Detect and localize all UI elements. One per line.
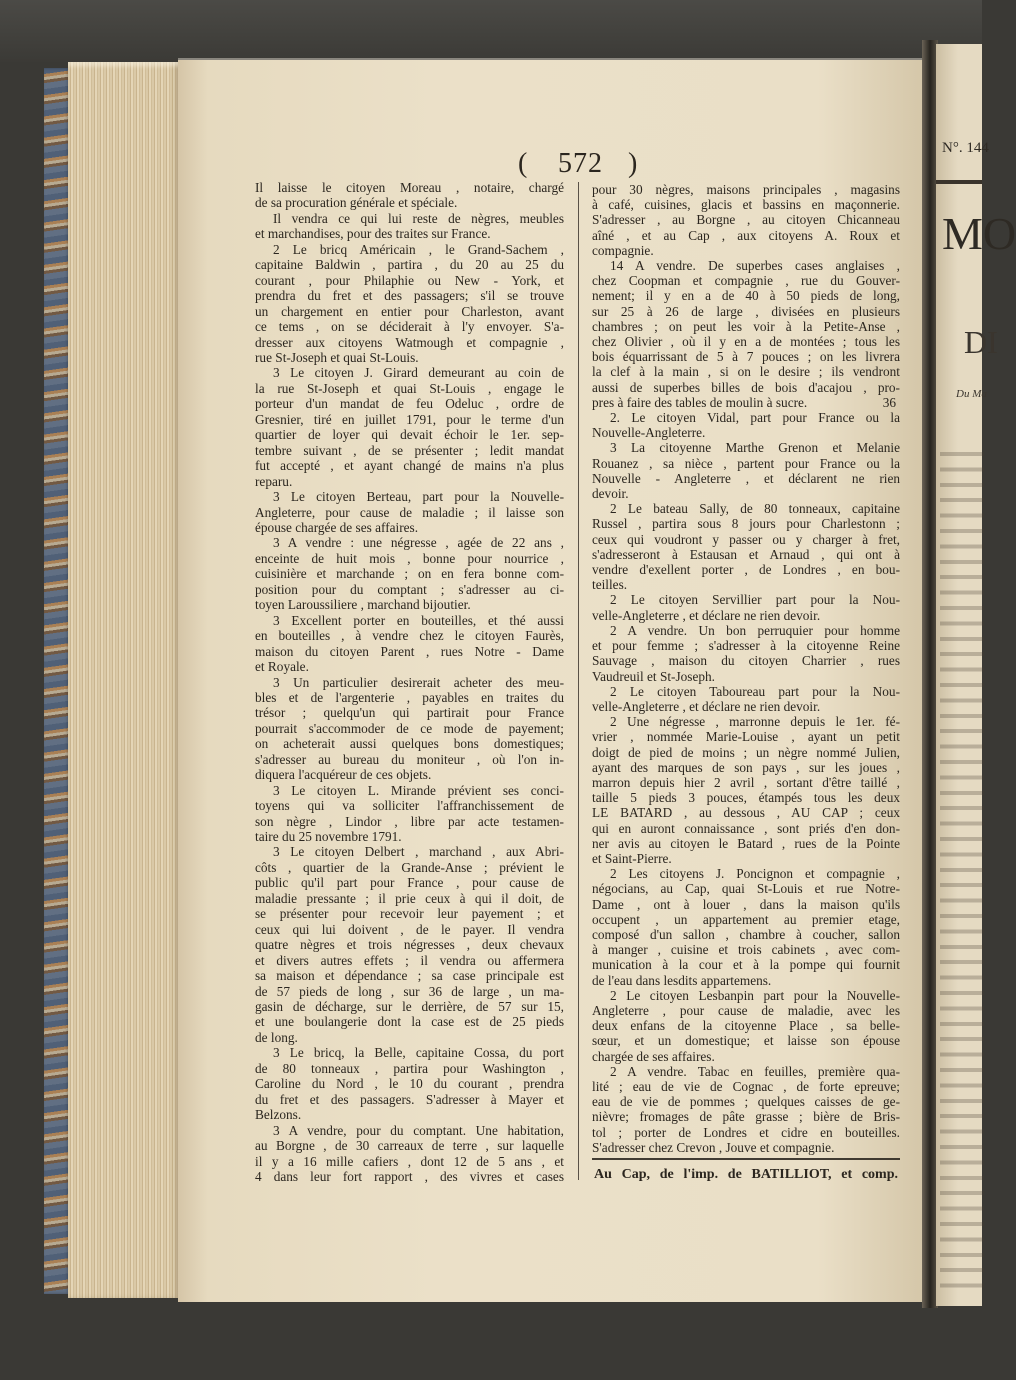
text-line: fut accepté , et ayant changé de mains n'a plus (255, 458, 564, 474)
text-line: aîné , et au Cap , aux citoyens A. Roux et (592, 227, 900, 243)
text-line: Angleterre , pour cause de maladie, avec les (592, 1002, 900, 1018)
text-line: et divers autres effets ; il vendra ou affermera (255, 952, 564, 968)
text-line: et Saint-Pierre. (592, 850, 672, 866)
text-line: ayant des marques de son pays , sur les joues , (592, 759, 900, 775)
text-line: un chargement en entier pour Charleston, avant (255, 303, 564, 319)
text-line: sœur, et un domestique; et laisse son épouse (592, 1033, 900, 1049)
paragraph (255, 489, 564, 535)
paragraph (592, 440, 900, 501)
text-line: 3 Le citoyen J. Girard demeurant au coin de (273, 365, 564, 381)
text-line: 2 Le citoyen Taboureau part pour la Nou- (610, 683, 900, 699)
text-line: pour 30 nègres, maisons principales , magasins (592, 182, 900, 197)
text-line: taire du 25 novembre 1791. (255, 829, 402, 845)
text-line: taille 5 pieds 3 pouces, étampés tous les deux (592, 790, 900, 806)
text-line: s'adresseront à Estausan et Arnaud , qui ont à (592, 546, 900, 562)
next-page-subtitle-fragment: DI (964, 324, 998, 360)
text-line: 3 Le bricq, la Belle, capitaine Cossa, du port (273, 1045, 564, 1061)
text-line: de l'eau dans lesdits appartemens. (592, 972, 772, 988)
text-line: et Royale. (255, 659, 309, 675)
text-line: Nouvelle - Angleterre , et déclarent ne rien (592, 470, 900, 486)
column-divider (578, 182, 579, 1180)
text-line: deux enfans de la citoyenne Place , sa belle- (592, 1018, 900, 1034)
text-line: gasin de décharge, sur le derrière, de 57 sur 15, (255, 999, 564, 1015)
text-line: 2 Le citoyen Lesbanpin part pour la Nouvelle- (610, 987, 900, 1003)
text-line: 4 dans leur fort rapport , des vivres et cases (255, 1169, 564, 1184)
text-line: marron depuis hier 2 avril , sortant d'être taillé , (592, 774, 900, 790)
text-line: porteur d'un mandat de feu Odeluc , ordre de (255, 396, 564, 412)
text-line: 3 A vendre, pour du comptant. Une habitation, (273, 1122, 564, 1138)
text-line: reparu. (255, 473, 293, 489)
text-line: toyens qui va solliciter l'affranchissement de (255, 798, 564, 814)
text-line: velle-Angleterre , et déclare ne rien devoir. (592, 698, 821, 714)
text-line: 3 Le citoyen Delbert , marchand , aux Abri- (273, 844, 564, 860)
text-line: 2 A vendre. Tabac en feuilles, première qua- (610, 1063, 900, 1079)
text-line: la rue St-Joseph et quai St-Louis , engage le (255, 380, 564, 396)
text-line: 2 Une négresse , marronne depuis le 1er. fé- (610, 714, 900, 730)
text-line: 2 Le citoyen Servillier part pour la Nou- (610, 592, 900, 608)
text-line: maladie pressante ; il prie ceux à qui il doit, de (255, 890, 564, 906)
paragraph (255, 180, 564, 211)
text-line: 3 La citoyenne Marthe Grenon et Melanie (610, 440, 900, 456)
text-line: toyen Laroussiliere , marchand bijoutier. (255, 597, 471, 613)
text-line: Dame , ont à louer , dans la maison qu'ils (592, 896, 900, 912)
text-line: son nègre , Lindor , libre par acte testamen- (255, 813, 564, 829)
text-line: nement; il y en a de 40 à 50 pieds de long, (592, 288, 900, 304)
text-line: 2. Le citoyen Vidal, part pour France ou la (610, 410, 900, 426)
text-line: diquera l'acquéreur de ces objets. (255, 767, 432, 783)
text-line: courant , pour Philaphie ou New - York, et (255, 272, 564, 288)
next-page-masthead-rule (936, 180, 982, 184)
text-line: quatre nègres et trois négresses , deux chevaux (255, 937, 564, 953)
paragraph (255, 535, 564, 612)
text-line: Belzons. (255, 1107, 302, 1123)
text-line: Rouanez , sa nièce , partent pour France ou la (592, 455, 900, 471)
text-line: au Borgne , de 30 carreaux de terre , sur laquelle (255, 1138, 564, 1154)
paragraph (255, 783, 564, 845)
paragraph (592, 410, 900, 440)
text-line: 3 Un particulier desirerait acheter des meu- (273, 674, 564, 690)
text-line: chez Olivier , où il y en a de montées ; tous les (592, 334, 900, 350)
text-line: pourrait s'accommoder de ce mode de payement; (255, 720, 564, 736)
scan-backdrop (0, 0, 982, 62)
text-line: du fret et des passagers. S'adresser à Mayer et (255, 1091, 564, 1107)
text-line: public qu'il part pour France , pour cause de (255, 875, 564, 891)
text-line: devoir. (592, 486, 629, 502)
paragraph (592, 1064, 900, 1155)
text-line: munication à la cour et à la pompe qui fournit (592, 957, 900, 973)
text-line: Nouvelle-Angleterre. (592, 425, 706, 441)
text-line: S'adresser chez Crevon , Jouve et compagnie. (592, 1139, 835, 1155)
text-line: Vaudreuil et St-Joseph. (592, 668, 715, 684)
text-line: de sa procuration générale et spéciale. (255, 195, 458, 211)
next-page-fragment (936, 44, 1016, 1306)
text-line: se présenter pour recevoir leur payement ; et (255, 906, 564, 922)
paragraph (592, 684, 900, 714)
paragraph-note-number: 36 (882, 394, 896, 410)
text-line: 2 Le bateau Sally, de 80 tonneaux, capitaine (610, 501, 900, 517)
text-line: Il vendra ce qui lui reste de nègres, meubles (273, 210, 564, 226)
text-line: côts , quartier de la Grande-Anse ; prévient le (255, 859, 564, 875)
text-line: Sauvage , maison du citoyen Charrier , rues (592, 653, 900, 669)
text-line: composé d'un sallon , chambre à coucher, sallon (592, 926, 900, 942)
text-line: Il laisse le citoyen Moreau , notaire, chargé (255, 180, 564, 195)
text-line: doigt de pied de moins ; un nègre nommé Julien, (592, 744, 900, 760)
text-line: lité ; eau de vie de Cognac , de forte epreuve; (592, 1078, 900, 1094)
next-page-title-fragment: MO (942, 208, 1016, 259)
text-line: il y a 16 mille cafiers , dont 12 de 5 ans , et (255, 1153, 564, 1169)
column-left (255, 180, 564, 1184)
text-line: teilles. (592, 577, 628, 593)
text-line: et une boulangerie dont la case est de 25 pieds (255, 1014, 564, 1030)
next-page-issue-number: N°. 144 (942, 140, 989, 156)
paragraph (592, 592, 900, 622)
text-line: 3 Le citoyen Berteau, part pour la Nouvelle- (273, 489, 564, 505)
imprint-rule (592, 1158, 900, 1160)
text-line: 3 Le citoyen L. Mirande prévient ses conci- (273, 782, 564, 798)
text-line: dresser aux citoyens Watmough et compagnie , (255, 334, 564, 350)
text-line: tembre suivant , de se présenter ; ledit mandat (255, 442, 564, 458)
text-line: 2 Les citoyens J. Poncignon et compagnie , (610, 866, 900, 882)
paragraph (255, 211, 564, 242)
paragraph (592, 714, 900, 866)
text-line: 14 A vendre. De superbes cases anglaises , (610, 258, 900, 274)
text-line: quartier de loyer qui devait échoir le 1er. sep- (255, 427, 564, 443)
paragraph (592, 182, 900, 258)
text-line: bles et de l'argenterie , payables en traites du (255, 689, 564, 705)
paragraph (592, 988, 900, 1064)
text-line: Russel , partira sous 8 jours pour Charlestonn ; (592, 516, 900, 532)
text-line: Caroline du Nord , le 10 du courant , prendra (255, 1076, 564, 1092)
text-line: ceux qui voudront y passer ou y charger à fret, (592, 531, 900, 547)
paragraph (592, 258, 900, 410)
text-line: s'adresser au bureau du moniteur , où l'on in- (255, 751, 564, 767)
text-line: pres à faire des tables de moulin à sucre. (592, 394, 808, 410)
marbled-book-edge (44, 68, 70, 1294)
text-line: aussi de superbes billes de bois d'acajou , pro- (592, 379, 900, 395)
page-number-open-paren: ( (518, 148, 528, 179)
paragraph (255, 613, 564, 675)
text-line: ce tems , on se déciderait à l'y envoyer. S'a- (255, 319, 564, 335)
text-line: vrier , nommée Marie-Louise , ayant un petit (592, 729, 900, 745)
text-line: eau de vie de pommes ; quelques caisses de ge- (592, 1094, 900, 1110)
text-line: Gresnier, tiré en juillet 1791, pour le terme d'un (255, 411, 564, 427)
text-line: chambres ; on peut les voir à la Petite-Anse , (592, 318, 900, 334)
text-line: à manger , cuisine et trois cabinets , avec com- (592, 942, 900, 958)
paragraph (592, 623, 900, 684)
text-line: maison du citoyen Parent , rues Notre - Dame (255, 643, 564, 659)
column-right (592, 182, 900, 1155)
text-line: 3 A vendre : une négresse , agée de 22 ans , (273, 535, 564, 551)
text-line: de 80 tonneaux , partira pour Washington , (255, 1060, 564, 1076)
text-line: S'adresser , au Borgne , au citoyen Chicanneau (592, 212, 900, 228)
next-page-faded-text (940, 444, 984, 1294)
text-line: nièvre; fromages de pâte grasse ; bière de Bris- (592, 1109, 900, 1125)
text-line: capitaine Baldwin , partira , du 20 au 25 du (255, 257, 564, 273)
text-line: 2 A vendre. Un bon perruquier pour homme (610, 622, 900, 638)
text-line: la clef à la main , si on le desire ; ils vendront (592, 364, 900, 380)
text-line: de 57 pieds de long , sur 36 de large , un ma- (255, 983, 564, 999)
text-line: épouse chargée de ses affaires. (255, 519, 419, 535)
paragraph (255, 365, 564, 489)
page-number: 572 (558, 148, 603, 179)
text-line: à café, cuisines, glacis et bassins en maçonnerie. (592, 197, 900, 213)
text-line: 3 Excellent porter en bouteilles, et thé aussi (273, 612, 564, 628)
text-line: cuisinière et marchande ; on en fera bonne com- (255, 566, 564, 582)
paragraph (255, 675, 564, 783)
text-line: sa maison et dépendance ; sa case principale est (255, 968, 564, 984)
text-line: tol ; porter de Londres et cidre en bouteilles. (592, 1124, 900, 1140)
paragraph (255, 844, 564, 1045)
text-line: qui en auront connaissance , sont priés d'en don- (592, 820, 900, 836)
text-line: sur 25 à 26 de large , divisées en plusieurs (592, 303, 900, 319)
text-line: position pour du comptant ; s'adresser au ci- (255, 581, 564, 597)
text-line: trésor ; quelqu'un qui partirait pour France (255, 705, 564, 721)
imprint-line: Au Cap, de l'imp. de BATILLIOT, et comp. (594, 1167, 898, 1182)
paragraph (255, 1123, 564, 1185)
text-line: LE BATARD , au dessous , AU CAP ; ceux (592, 805, 900, 821)
text-line: velle-Angleterre , et déclare ne rien devoir. (592, 607, 821, 623)
paragraph (255, 242, 564, 366)
text-line: et pour femme ; s'adresser à la citoyenne Reine (592, 638, 900, 654)
text-line: on acheterait aussi quelques bons domestiques; (255, 736, 564, 752)
text-line: bois équarrissant de 5 à 7 pouces ; on les livrera (592, 349, 900, 365)
text-line: ceux qui lui doivent , de le payer. Il vendra (255, 921, 564, 937)
page-stack-edge (68, 62, 180, 1298)
paragraph (592, 501, 900, 592)
paragraph (592, 866, 900, 988)
text-line: chargée de ses affaires. (592, 1048, 715, 1064)
text-line: occupent , un appartement au premier etage, (592, 911, 900, 927)
text-line: de long. (255, 1029, 298, 1045)
text-line: rue St-Joseph et quai St-Louis. (255, 349, 419, 365)
text-line: compagnie. (592, 242, 654, 258)
paragraph (255, 1045, 564, 1122)
text-line: et marchandises, pour des traites sur France. (255, 226, 491, 242)
text-line: vendre d'exellent porter , de Londres , en bou- (592, 562, 900, 578)
text-line: négocians, au Cap, quai St-Louis et rue Notre- (592, 881, 900, 897)
text-line: 2 Le bricq Américain , le Grand-Sachem , (273, 241, 564, 257)
text-line: ner avis au citoyen le Batard , rues de la Pointe (592, 835, 900, 851)
text-line: enceinte de huit mois , bonne pour nourrice , (255, 550, 564, 566)
next-page-dateline-fragment: Du Ma (956, 388, 987, 400)
text-line: en bouteilles , à vendre chez le citoyen Faurès, (255, 628, 564, 644)
page-number-close-paren: ) (628, 148, 638, 179)
text-line: Angleterre, pour cause de maladie ; il laisse son (255, 504, 564, 520)
text-line: chez Coopman et compagnie , rue du Gouver- (592, 273, 900, 289)
text-line: prendra du fret et des passagers; s'il se trouve (255, 288, 564, 304)
